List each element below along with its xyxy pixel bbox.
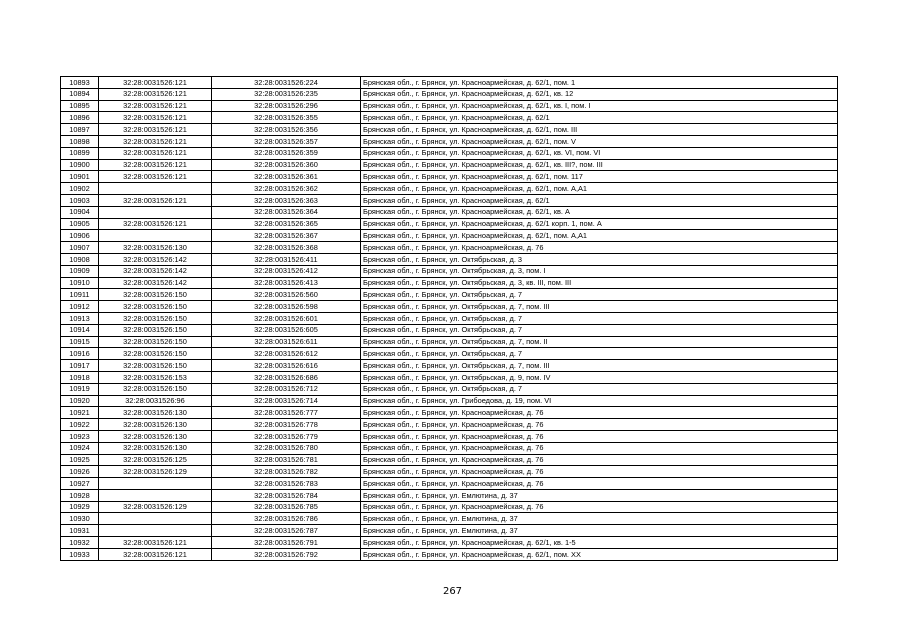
cadastral-number-cell: 32:28:0031526:786 [212, 513, 361, 525]
table-row [61, 171, 838, 183]
parent-cadastral-number-cell: 32:28:0031526:150 [99, 301, 212, 313]
address-cell: Брянская обл., г. Брянск, ул. Красноармейская, д. 76 [361, 430, 838, 442]
cadastral-number-cell: 32:28:0031526:616 [212, 360, 361, 372]
table-row [61, 88, 838, 100]
cadastral-number-cell: 32:28:0031526:787 [212, 525, 361, 537]
parent-cadastral-number-cell: 32:28:0031526:130 [99, 407, 212, 419]
parent-cadastral-number-cell: 32:28:0031526:121 [99, 171, 212, 183]
cadastral-number-cell: 32:28:0031526:361 [212, 171, 361, 183]
parent-cadastral-number-cell: 32:28:0031526:150 [99, 312, 212, 324]
parent-cadastral-number-cell [99, 478, 212, 490]
row-number-cell: 10933 [61, 548, 99, 560]
table-row [61, 112, 838, 124]
cadastral-number-cell: 32:28:0031526:368 [212, 242, 361, 254]
cadastral-number-cell: 32:28:0031526:296 [212, 100, 361, 112]
cadastral-number-cell: 32:28:0031526:367 [212, 230, 361, 242]
address-cell: Брянская обл., г. Брянск, ул. Емлютина, д. 37 [361, 525, 838, 537]
parent-cadastral-number-cell: 32:28:0031526:150 [99, 360, 212, 372]
parent-cadastral-number-cell [99, 183, 212, 195]
address-cell: Брянская обл., г. Брянск, ул. Красноармейская, д. 76 [361, 419, 838, 431]
cadastral-number-cell: 32:28:0031526:362 [212, 183, 361, 195]
row-number-cell: 10907 [61, 242, 99, 254]
row-number-cell: 10899 [61, 147, 99, 159]
parent-cadastral-number-cell: 32:28:0031526:150 [99, 383, 212, 395]
row-number-cell: 10920 [61, 395, 99, 407]
row-number-cell: 10909 [61, 265, 99, 277]
row-number-cell: 10903 [61, 194, 99, 206]
table-row [61, 371, 838, 383]
cadastral-number-cell: 32:28:0031526:560 [212, 289, 361, 301]
parent-cadastral-number-cell: 32:28:0031526:150 [99, 289, 212, 301]
address-cell: Брянская обл., г. Брянск, ул. Красноармейская, д. 62/1, кв. А [361, 206, 838, 218]
parent-cadastral-number-cell: 32:28:0031526:96 [99, 395, 212, 407]
table-row [61, 124, 838, 136]
parent-cadastral-number-cell: 32:28:0031526:121 [99, 124, 212, 136]
cadastral-number-cell: 32:28:0031526:365 [212, 218, 361, 230]
table-row [61, 135, 838, 147]
cadastral-number-cell: 32:28:0031526:413 [212, 277, 361, 289]
parent-cadastral-number-cell: 32:28:0031526:121 [99, 77, 212, 89]
table-row [61, 289, 838, 301]
address-cell: Брянская обл., г. Брянск, ул. Красноармейская, д. 62/1, пом. XX [361, 548, 838, 560]
table-row [61, 277, 838, 289]
row-number-cell: 10912 [61, 301, 99, 313]
table-row [61, 383, 838, 395]
parent-cadastral-number-cell: 32:28:0031526:142 [99, 265, 212, 277]
cadastral-number-cell: 32:28:0031526:598 [212, 301, 361, 313]
parent-cadastral-number-cell: 32:28:0031526:125 [99, 454, 212, 466]
cadastral-number-cell: 32:28:0031526:784 [212, 489, 361, 501]
parent-cadastral-number-cell: 32:28:0031526:121 [99, 100, 212, 112]
row-number-cell: 10893 [61, 77, 99, 89]
table-row [61, 159, 838, 171]
row-number-cell: 10928 [61, 489, 99, 501]
table-row [61, 454, 838, 466]
cadastral-number-cell: 32:28:0031526:411 [212, 253, 361, 265]
address-cell: Брянская обл., г. Брянск, ул. Красноармейская, д. 62/1, пом. 1 [361, 77, 838, 89]
address-cell: Брянская обл., г. Брянск, ул. Октябрьская, д. 7, пом. II [361, 336, 838, 348]
table-row [61, 501, 838, 513]
parent-cadastral-number-cell: 32:28:0031526:153 [99, 371, 212, 383]
cadastral-number-cell: 32:28:0031526:611 [212, 336, 361, 348]
address-cell: Брянская обл., г. Брянск, ул. Красноармейская, д. 62/1, кв. III?, пом. III [361, 159, 838, 171]
row-number-cell: 10922 [61, 419, 99, 431]
table-row [61, 301, 838, 313]
cadastral-number-cell: 32:28:0031526:605 [212, 324, 361, 336]
table-row [61, 218, 838, 230]
address-cell: Брянская обл., г. Брянск, ул. Емлютина, д. 37 [361, 513, 838, 525]
address-cell: Брянская обл., г. Брянск, ул. Красноармейская, д. 62/1 [361, 194, 838, 206]
page-number: 267 [442, 586, 463, 597]
address-cell: Брянская обл., г. Брянск, ул. Красноармейская, д. 76 [361, 501, 838, 513]
row-number-cell: 10896 [61, 112, 99, 124]
table-row [61, 360, 838, 372]
address-cell: Брянская обл., г. Брянск, ул. Октябрьская, д. 3 [361, 253, 838, 265]
cadastral-number-cell: 32:28:0031526:781 [212, 454, 361, 466]
address-cell: Брянская обл., г. Брянск, ул. Октябрьская, д. 7 [361, 312, 838, 324]
table-row [61, 336, 838, 348]
row-number-cell: 10919 [61, 383, 99, 395]
parent-cadastral-number-cell [99, 525, 212, 537]
parent-cadastral-number-cell: 32:28:0031526:121 [99, 218, 212, 230]
table-row [61, 419, 838, 431]
parent-cadastral-number-cell: 32:28:0031526:121 [99, 159, 212, 171]
row-number-cell: 10925 [61, 454, 99, 466]
row-number-cell: 10898 [61, 135, 99, 147]
row-number-cell: 10895 [61, 100, 99, 112]
table-row [61, 253, 838, 265]
row-number-cell: 10931 [61, 525, 99, 537]
parent-cadastral-number-cell: 32:28:0031526:121 [99, 135, 212, 147]
row-number-cell: 10905 [61, 218, 99, 230]
parent-cadastral-number-cell: 32:28:0031526:130 [99, 242, 212, 254]
row-number-cell: 10901 [61, 171, 99, 183]
row-number-cell: 10914 [61, 324, 99, 336]
address-cell: Брянская обл., г. Брянск, ул. Красноармейская, д. 62/1, пом. V [361, 135, 838, 147]
address-cell: Брянская обл., г. Брянск, ул. Красноармейская, д. 62/1, пом. 117 [361, 171, 838, 183]
parent-cadastral-number-cell: 32:28:0031526:130 [99, 419, 212, 431]
address-cell: Брянская обл., г. Брянск, ул. Красноармейская, д. 62/1, пом. III [361, 124, 838, 136]
row-number-cell: 10908 [61, 253, 99, 265]
parent-cadastral-number-cell: 32:28:0031526:130 [99, 442, 212, 454]
address-cell: Брянская обл., г. Брянск, ул. Красноармейская, д. 62/1, кв. 12 [361, 88, 838, 100]
row-number-cell: 10897 [61, 124, 99, 136]
cadastral-number-cell: 32:28:0031526:791 [212, 537, 361, 549]
row-number-cell: 10900 [61, 159, 99, 171]
row-number-cell: 10916 [61, 348, 99, 360]
table-row [61, 478, 838, 490]
table-row [61, 265, 838, 277]
row-number-cell: 10924 [61, 442, 99, 454]
cadastral-number-cell: 32:28:0031526:792 [212, 548, 361, 560]
cadastral-number-cell: 32:28:0031526:785 [212, 501, 361, 513]
registry-table-body [61, 77, 838, 561]
address-cell: Брянская обл., г. Брянск, ул. Красноармейская, д. 76 [361, 242, 838, 254]
cadastral-number-cell: 32:28:0031526:686 [212, 371, 361, 383]
address-cell: Брянская обл., г. Брянск, ул. Октябрьская, д. 7 [361, 383, 838, 395]
row-number-cell: 10921 [61, 407, 99, 419]
address-cell: Брянская обл., г. Брянск, ул. Красноармейская, д. 76 [361, 466, 838, 478]
table-row [61, 147, 838, 159]
row-number-cell: 10904 [61, 206, 99, 218]
table-row [61, 348, 838, 360]
cadastral-number-cell: 32:28:0031526:712 [212, 383, 361, 395]
address-cell: Брянская обл., г. Брянск, ул. Октябрьская, д. 7 [361, 324, 838, 336]
row-number-cell: 10915 [61, 336, 99, 348]
table-row [61, 183, 838, 195]
address-cell: Брянская обл., г. Брянск, ул. Октябрьская, д. 9, пом. IV [361, 371, 838, 383]
cadastral-number-cell: 32:28:0031526:777 [212, 407, 361, 419]
row-number-cell: 10894 [61, 88, 99, 100]
parent-cadastral-number-cell [99, 206, 212, 218]
parent-cadastral-number-cell: 32:28:0031526:130 [99, 430, 212, 442]
cadastral-number-cell: 32:28:0031526:412 [212, 265, 361, 277]
table-row [61, 230, 838, 242]
parent-cadastral-number-cell: 32:28:0031526:121 [99, 537, 212, 549]
row-number-cell: 10929 [61, 501, 99, 513]
parent-cadastral-number-cell: 32:28:0031526:121 [99, 112, 212, 124]
table-row [61, 442, 838, 454]
address-cell: Брянская обл., г. Брянск, ул. Красноармейская, д. 62/1, пом. А,А1 [361, 230, 838, 242]
address-cell: Брянская обл., г. Брянск, ул. Красноармейская, д. 62/1, кв. 1-5 [361, 537, 838, 549]
row-number-cell: 10927 [61, 478, 99, 490]
cadastral-number-cell: 32:28:0031526:363 [212, 194, 361, 206]
address-cell: Брянская обл., г. Брянск, ул. Красноармейская, д. 76 [361, 442, 838, 454]
table-row [61, 537, 838, 549]
address-cell: Брянская обл., г. Брянск, ул. Грибоедова, д. 19, пом. VI [361, 395, 838, 407]
row-number-cell: 10902 [61, 183, 99, 195]
address-cell: Брянская обл., г. Брянск, ул. Октябрьская, д. 7, пом. III [361, 301, 838, 313]
parent-cadastral-number-cell [99, 513, 212, 525]
row-number-cell: 10923 [61, 430, 99, 442]
cadastral-number-cell: 32:28:0031526:360 [212, 159, 361, 171]
row-number-cell: 10932 [61, 537, 99, 549]
parent-cadastral-number-cell: 32:28:0031526:129 [99, 501, 212, 513]
cadastral-number-cell: 32:28:0031526:778 [212, 419, 361, 431]
address-cell: Брянская обл., г. Брянск, ул. Октябрьская, д. 3, пом. I [361, 265, 838, 277]
row-number-cell: 10918 [61, 371, 99, 383]
address-cell: Брянская обл., г. Брянск, ул. Красноармейская, д. 76 [361, 454, 838, 466]
cadastral-number-cell: 32:28:0031526:364 [212, 206, 361, 218]
parent-cadastral-number-cell: 32:28:0031526:121 [99, 147, 212, 159]
parent-cadastral-number-cell: 32:28:0031526:142 [99, 277, 212, 289]
table-row [61, 466, 838, 478]
parent-cadastral-number-cell: 32:28:0031526:150 [99, 348, 212, 360]
parent-cadastral-number-cell: 32:28:0031526:121 [99, 88, 212, 100]
row-number-cell: 10917 [61, 360, 99, 372]
cadastral-number-cell: 32:28:0031526:359 [212, 147, 361, 159]
address-cell: Брянская обл., г. Брянск, ул. Красноармейская, д. 62/1 [361, 112, 838, 124]
property-registry-table [60, 76, 838, 561]
address-cell: Брянская обл., г. Брянск, ул. Красноармейская, д. 62/1, кв. I, пом. I [361, 100, 838, 112]
address-cell: Брянская обл., г. Брянск, ул. Красноармейская, д. 62/1, кв. VI, пом. VI [361, 147, 838, 159]
parent-cadastral-number-cell: 32:28:0031526:142 [99, 253, 212, 265]
cadastral-number-cell: 32:28:0031526:612 [212, 348, 361, 360]
row-number-cell: 10910 [61, 277, 99, 289]
table-row [61, 548, 838, 560]
row-number-cell: 10913 [61, 312, 99, 324]
table-row [61, 206, 838, 218]
cadastral-number-cell: 32:28:0031526:356 [212, 124, 361, 136]
table-row [61, 395, 838, 407]
address-cell: Брянская обл., г. Брянск, ул. Красноармейская, д. 62/1 корп. 1, пом. А [361, 218, 838, 230]
row-number-cell: 10930 [61, 513, 99, 525]
table-row [61, 430, 838, 442]
table-row [61, 407, 838, 419]
parent-cadastral-number-cell: 32:28:0031526:150 [99, 324, 212, 336]
table-row [61, 489, 838, 501]
cadastral-number-cell: 32:28:0031526:714 [212, 395, 361, 407]
address-cell: Брянская обл., г. Брянск, ул. Красноармейская, д. 62/1, пом. А,А1 [361, 183, 838, 195]
table-row [61, 77, 838, 89]
address-cell: Брянская обл., г. Брянск, ул. Октябрьская, д. 7 [361, 289, 838, 301]
cadastral-number-cell: 32:28:0031526:357 [212, 135, 361, 147]
cadastral-number-cell: 32:28:0031526:224 [212, 77, 361, 89]
cadastral-number-cell: 32:28:0031526:783 [212, 478, 361, 490]
table-row [61, 513, 838, 525]
parent-cadastral-number-cell: 32:28:0031526:121 [99, 194, 212, 206]
parent-cadastral-number-cell: 32:28:0031526:121 [99, 548, 212, 560]
table-row [61, 312, 838, 324]
cadastral-number-cell: 32:28:0031526:780 [212, 442, 361, 454]
address-cell: Брянская обл., г. Брянск, ул. Октябрьская, д. 7 [361, 348, 838, 360]
cadastral-number-cell: 32:28:0031526:601 [212, 312, 361, 324]
table-row [61, 324, 838, 336]
address-cell: Брянская обл., г. Брянск, ул. Емлютина, д. 37 [361, 489, 838, 501]
address-cell: Брянская обл., г. Брянск, ул. Красноармейская, д. 76 [361, 407, 838, 419]
row-number-cell: 10906 [61, 230, 99, 242]
row-number-cell: 10926 [61, 466, 99, 478]
parent-cadastral-number-cell: 32:28:0031526:129 [99, 466, 212, 478]
parent-cadastral-number-cell [99, 489, 212, 501]
table-row [61, 194, 838, 206]
parent-cadastral-number-cell: 32:28:0031526:150 [99, 336, 212, 348]
parent-cadastral-number-cell [99, 230, 212, 242]
cadastral-number-cell: 32:28:0031526:355 [212, 112, 361, 124]
cadastral-number-cell: 32:28:0031526:782 [212, 466, 361, 478]
address-cell: Брянская обл., г. Брянск, ул. Октябрьская, д. 3, кв. III, пом. III [361, 277, 838, 289]
cadastral-number-cell: 32:28:0031526:235 [212, 88, 361, 100]
address-cell: Брянская обл., г. Брянск, ул. Октябрьская, д. 7, пом. III [361, 360, 838, 372]
cadastral-number-cell: 32:28:0031526:779 [212, 430, 361, 442]
table-row [61, 242, 838, 254]
table-row [61, 100, 838, 112]
address-cell: Брянская обл., г. Брянск, ул. Красноармейская, д. 76 [361, 478, 838, 490]
table-row [61, 525, 838, 537]
row-number-cell: 10911 [61, 289, 99, 301]
